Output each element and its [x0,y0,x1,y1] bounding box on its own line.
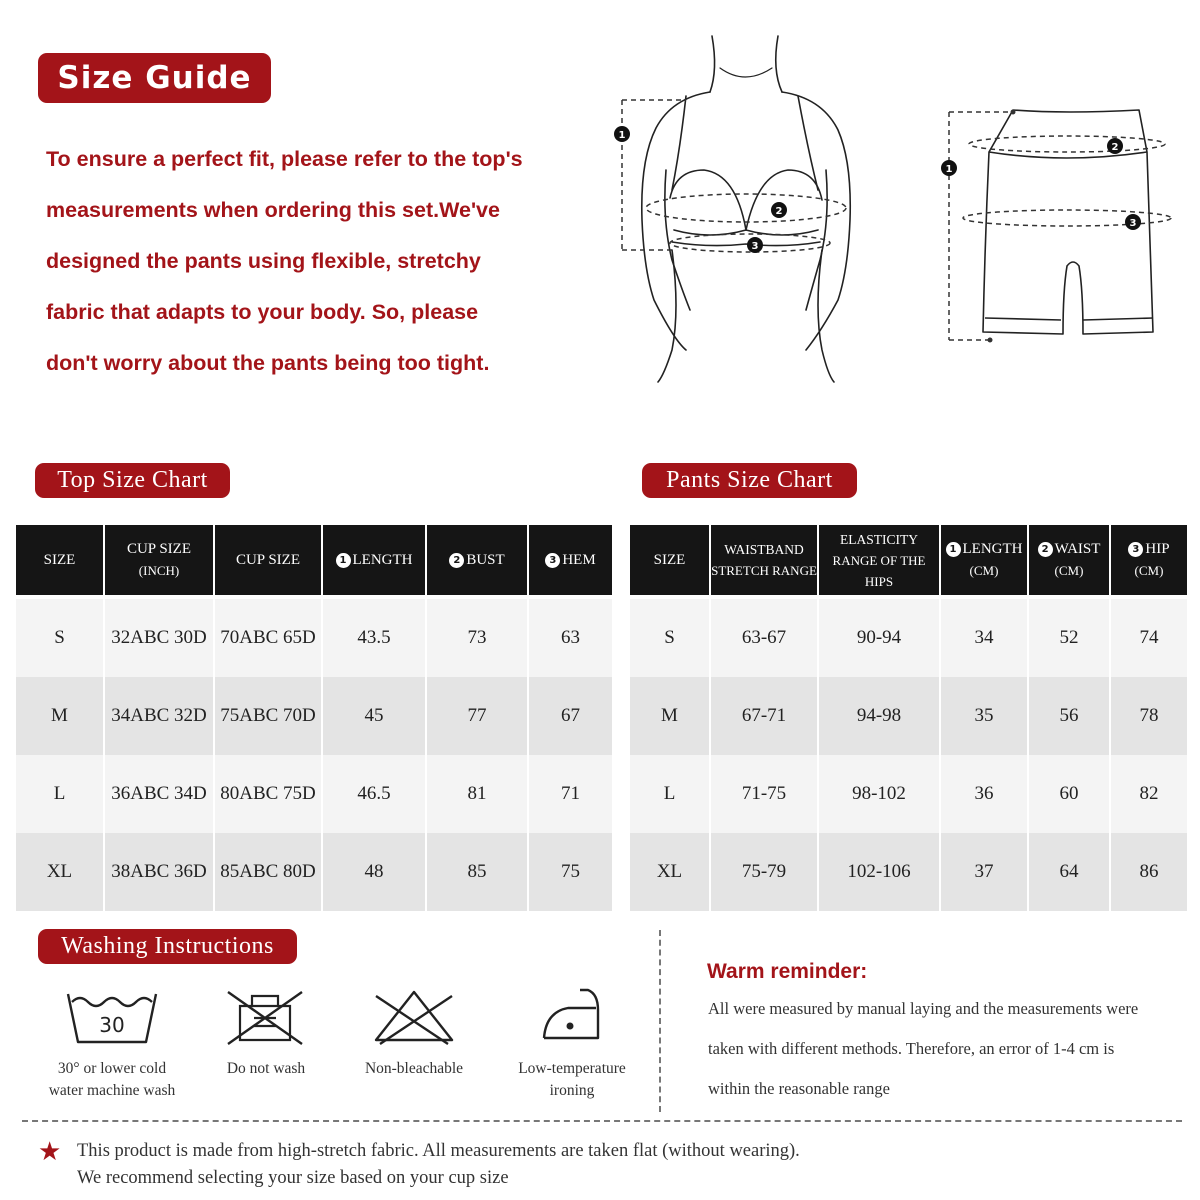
number-3-icon: 3 [545,553,560,568]
intro-text [46,138,586,393]
cell-length: 36 [940,755,1028,833]
cell-bust: 73 [426,599,528,677]
number-3-icon: 3 [1128,542,1143,557]
pants-measurement-figure [935,100,1185,360]
warm-reminder-line: within the reasonable range [708,1079,890,1098]
cell-cup-inch: 32ABC 30D [104,599,214,677]
cell-elasticity: 102-106 [818,833,940,911]
warm-reminder-line: All were measured by manual laying and the measurements were [708,999,1139,1018]
col-header-cup-inch: CUP SIZE (INCH) [104,525,214,595]
wash-label-non-bleach: Non-bleachable [364,1060,464,1077]
cell-length: 34 [940,599,1028,677]
cell-hip: 82 [1110,755,1187,833]
cell-hip: 74 [1110,599,1187,677]
cell-elasticity: 90-94 [818,599,940,677]
cell-size: XL [16,833,104,911]
footer-note [77,1138,800,1192]
cell-hem: 71 [528,755,612,833]
number-1-icon: 1 [336,553,351,568]
warm-reminder-text [708,992,1188,1112]
number-2-icon: 2 [1038,542,1053,557]
table-row [630,755,1187,833]
cell-size: L [16,755,104,833]
number-2-icon: 2 [449,553,464,568]
cell-bust: 85 [426,833,528,911]
cell-elasticity: 94-98 [818,677,940,755]
table-row [630,833,1187,911]
cell-hem: 75 [528,833,612,911]
col-header-waistband: WAISTBAND STRETCH RANGE [710,525,818,595]
cell-length: 35 [940,677,1028,755]
intro-line: measurements when ordering this set.We've [46,198,500,222]
intro-line: don't worry about the pants being too tight. [46,351,490,375]
footer-note-line: We recommend selecting your size based on your cup size [77,1168,509,1188]
top-marker-length: 1 [618,130,626,141]
cell-waistband: 67-71 [710,677,818,755]
wash-label-iron: Low-temperature ironing [518,1060,626,1099]
table-row [630,677,1187,755]
cell-hip: 78 [1110,677,1187,755]
cell-length: 46.5 [322,755,426,833]
cell-cup-size: 85ABC 80D [214,833,322,911]
cell-cup-inch: 38ABC 36D [104,833,214,911]
wash-temp-label: 30 [99,1013,125,1037]
pants-marker-waist: 2 [1111,142,1119,153]
cell-cup-inch: 36ABC 34D [104,755,214,833]
col-header-length: 1 LENGTH [322,525,426,595]
col-header-bust: 2 BUST [426,525,528,595]
pants-marker-length: 1 [945,164,953,175]
cell-bust: 77 [426,677,528,755]
cell-hem: 67 [528,677,612,755]
cell-length: 37 [940,833,1028,911]
cell-size: S [16,599,104,677]
table-row [16,599,612,677]
cell-length: 48 [322,833,426,911]
col-header-hem: 3 HEM [528,525,612,595]
non-bleach-icon [372,986,456,1046]
col-header-size: SIZE [16,525,104,595]
col-header-size: SIZE [630,525,710,595]
footer-note-line: This product is made from high-stretch fabric. All measurements are taken flat (without wearing). [77,1141,800,1161]
cell-size: S [630,599,710,677]
table-row [16,755,612,833]
col-header-hip: 3 HIP (CM) [1110,525,1187,595]
wash-label-do-not-wash: Do not wash [226,1060,306,1077]
top-marker-hem: 3 [751,241,759,252]
cell-size: XL [630,833,710,911]
cell-waist: 56 [1028,677,1110,755]
cell-cup-inch: 34ABC 32D [104,677,214,755]
intro-line: designed the pants using flexible, stretchy [46,249,481,273]
table-row [16,677,612,755]
warm-reminder-line: taken with different methods. Therefore, an error of 1-4 cm is [708,1039,1115,1058]
cell-size: M [16,677,104,755]
intro-line: fabric that adapts to your body. So, please [46,300,479,324]
cell-elasticity: 98-102 [818,755,940,833]
table-row [630,599,1187,677]
col-header-cup-size: CUP SIZE [214,525,322,595]
cell-waist: 64 [1028,833,1110,911]
cell-waistband: 63-67 [710,599,818,677]
machine-wash-30-icon [64,988,160,1046]
cell-length: 45 [322,677,426,755]
cell-size: L [630,755,710,833]
size-guide-title: Size Guide [38,53,271,103]
cell-hem: 63 [528,599,612,677]
low-temp-iron-icon [536,986,608,1044]
washing-instructions-title: Washing Instructions [38,929,297,964]
pants-size-table [630,525,1187,911]
do-not-wash-icon [224,988,306,1048]
col-header-length: 1 LENGTH (CM) [940,525,1028,595]
cell-cup-size: 70ABC 65D [214,599,322,677]
top-size-table [16,525,612,911]
top-size-chart-title: Top Size Chart [35,463,230,498]
top-marker-bust: 2 [775,206,783,217]
cell-size: M [630,677,710,755]
table-row [16,833,612,911]
warm-reminder-title: Warm reminder: [707,960,868,983]
cell-waist: 60 [1028,755,1110,833]
number-1-icon: 1 [946,542,961,557]
cell-length: 43.5 [322,599,426,677]
pants-size-chart-title: Pants Size Chart [642,463,857,498]
section-divider [659,930,661,1112]
cell-hip: 86 [1110,833,1187,911]
cell-waistband: 75-79 [710,833,818,911]
top-measurement-figure [600,30,870,390]
col-header-waist: 2 WAIST (CM) [1028,525,1110,595]
footer-divider [22,1120,1182,1122]
pants-marker-hip: 3 [1129,218,1137,229]
wash-label-machine: 30° or lower cold water machine wash [48,1060,176,1099]
cell-bust: 81 [426,755,528,833]
intro-line: To ensure a perfect fit, please refer to the top's [46,147,523,171]
cell-waistband: 71-75 [710,755,818,833]
cell-cup-size: 80ABC 75D [214,755,322,833]
star-icon: ★ [38,1137,62,1166]
cell-cup-size: 75ABC 70D [214,677,322,755]
col-header-elasticity: ELASTICITY RANGE OF THE HIPS [818,525,940,595]
cell-waist: 52 [1028,599,1110,677]
